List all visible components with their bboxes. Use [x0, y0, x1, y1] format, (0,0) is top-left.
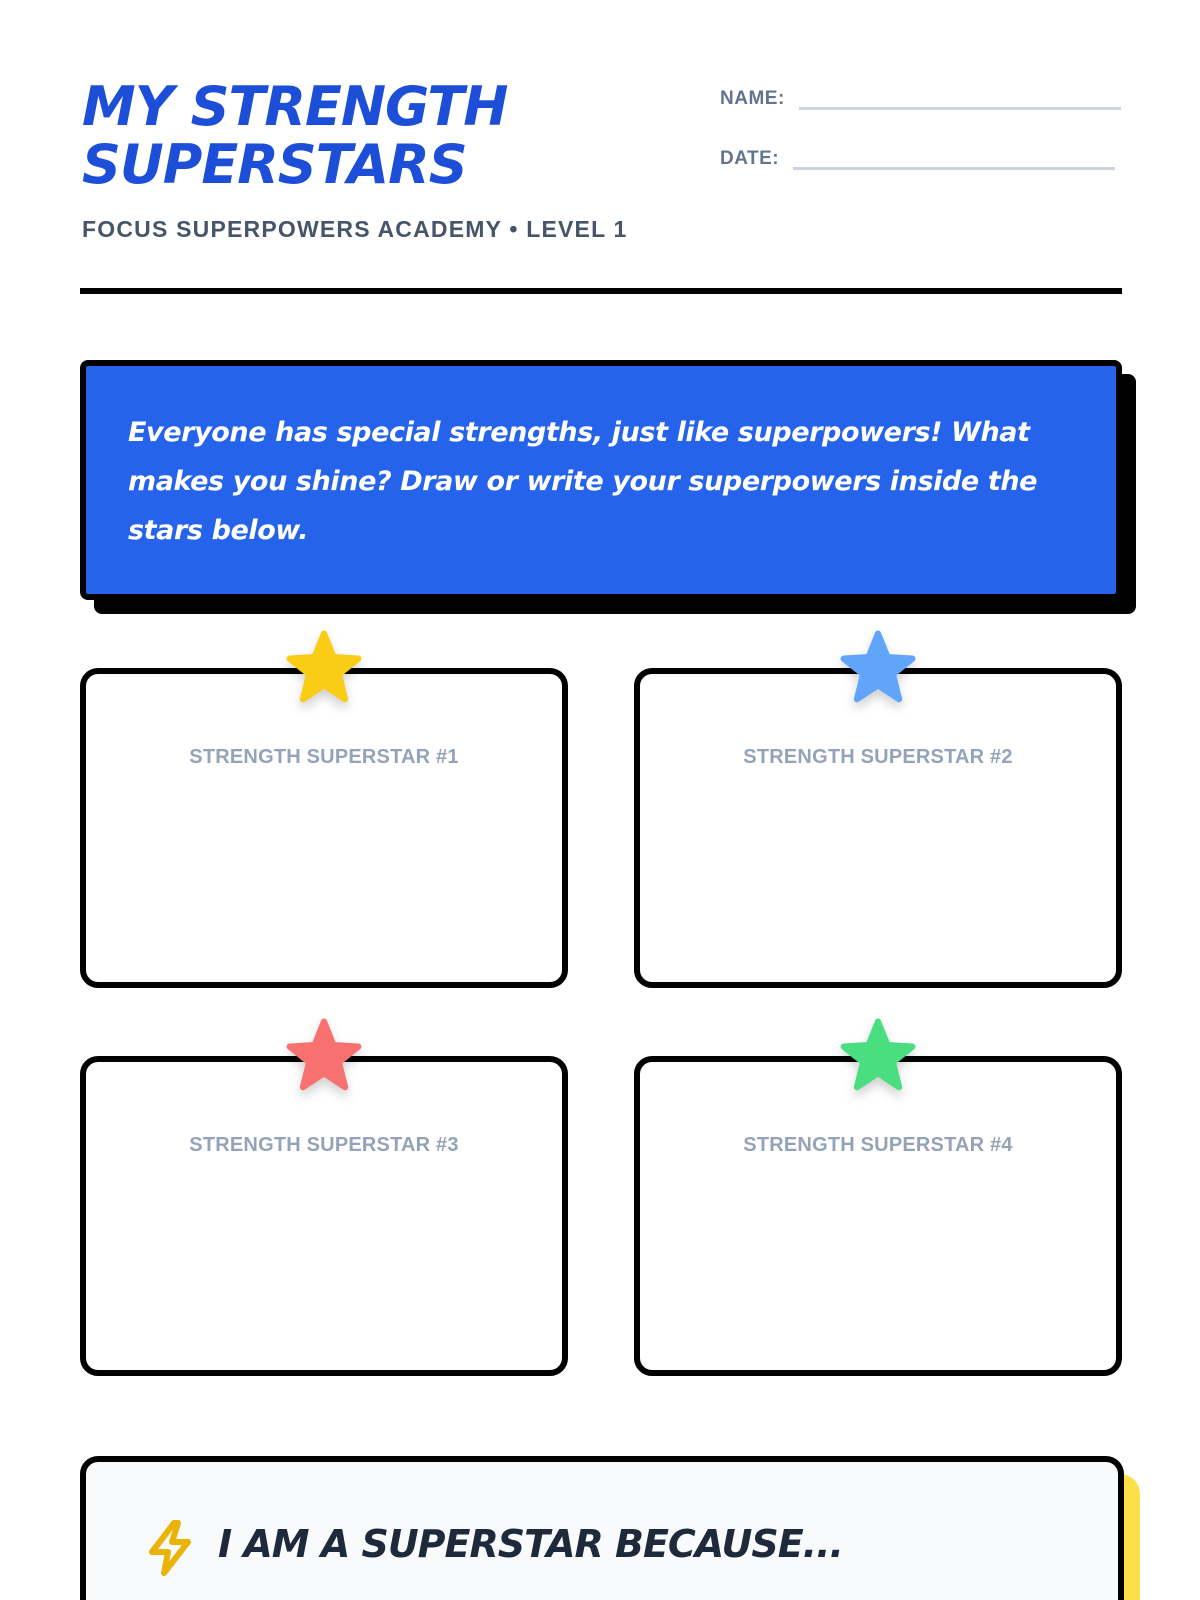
- lightning-bolt-icon: [144, 1520, 196, 1576]
- name-label: NAME:: [720, 88, 785, 109]
- star-icon: [839, 1017, 917, 1095]
- superstar-because-title: I AM A SUPERSTAR BECAUSE...: [218, 1522, 843, 1566]
- name-field[interactable]: [720, 88, 1121, 110]
- star-icon: [285, 1017, 363, 1095]
- strength-card-label: STRENGTH SUPERSTAR #2: [743, 746, 1013, 768]
- strength-card-2[interactable]: [634, 668, 1122, 988]
- date-label: DATE:: [720, 148, 780, 169]
- title-line-2: SUPERSTARS: [82, 133, 467, 196]
- date-line[interactable]: [793, 167, 1115, 170]
- title-line-1: MY STRENGTH: [82, 75, 508, 138]
- date-field[interactable]: [720, 148, 1115, 170]
- superstar-because-box[interactable]: [80, 1456, 1124, 1600]
- star-icon: [839, 629, 917, 707]
- name-line[interactable]: [799, 107, 1121, 110]
- strength-card-label: STRENGTH SUPERSTAR #3: [189, 1134, 459, 1156]
- strength-card-label: STRENGTH SUPERSTAR #4: [743, 1134, 1013, 1156]
- intro-text: Everyone has special strengths, just like superpowers! What makes you shine? Draw or write your superpowers inside the stars below.: [128, 417, 1038, 546]
- intro-callout: [80, 360, 1122, 600]
- strength-card-4[interactable]: [634, 1056, 1122, 1376]
- star-icon: [285, 629, 363, 707]
- header-divider: [80, 288, 1122, 294]
- page-subtitle: FOCUS SUPERPOWERS ACADEMY • LEVEL 1: [82, 216, 628, 242]
- strength-card-label: STRENGTH SUPERSTAR #1: [189, 746, 459, 768]
- page-title: [82, 75, 642, 196]
- strength-card-1[interactable]: [80, 668, 568, 988]
- strength-card-3[interactable]: [80, 1056, 568, 1376]
